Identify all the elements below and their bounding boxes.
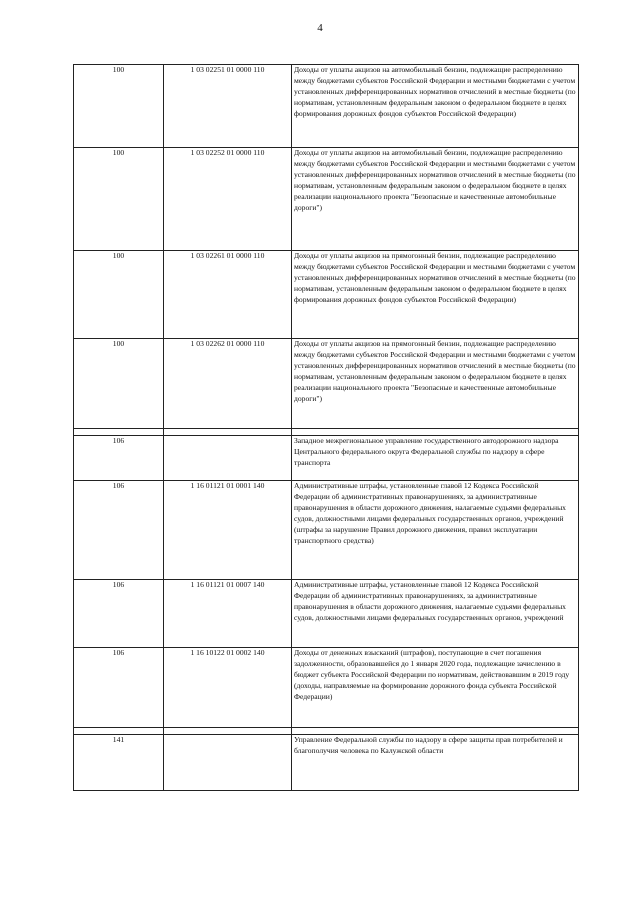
description-cell: Административные штрафы, установленные главой 12 Кодекса Российской Федерации об административных правонарушениях, за административные правонарушения в области дорожного движения, налагаемые судьями федеральных судов, должностными лицами федеральных государственных органов, учреждений [292,580,579,648]
budget-code-cell: 1 03 02262 01 0000 110 [164,339,292,429]
budget-code-cell: 1 16 10122 01 0002 140 [164,648,292,728]
description-cell: Доходы от уплаты акцизов на автомобильный бензин, подлежащие распределению между бюджетами субъектов Российской Федерации и местными бюджетами с учетом установленных дифференцированных нормативов отчислений в местные бюджеты (по нормативам, установленным федеральным законом о федеральном бюджете в целях реализации национального проекта "Безопасные и качественные автомобильные дороги") [292,148,579,251]
description-cell: Доходы от уплаты акцизов на прямогонный бензин, подлежащие распределению между бюджетами субъектов Российской Федерации и местными бюджетами с учетом установленных дифференцированных нормативов отчислений в местные бюджеты (по нормативам, установленным федеральным законом о федеральном бюджете в целях формирования дорожных фондов субъектов Российской Федерации) [292,251,579,339]
admin-code-cell: 100 [74,251,164,339]
revenue-code-table [73,64,579,791]
table-row [74,436,579,481]
empty-cell [164,728,292,735]
admin-code-cell: 100 [74,148,164,251]
admin-code-cell: 106 [74,648,164,728]
description-cell: Доходы от уплаты акцизов на прямогонный бензин, подлежащие распределению между бюджетами субъектов Российской Федерации и местными бюджетами с учетом установленных дифференцированных нормативов отчислений в местные бюджеты (по нормативам, установленным федеральным законом о федеральном бюджете в целях реализации национального проекта "Безопасные и качественные автомобильные дороги") [292,339,579,429]
admin-code-cell: 100 [74,339,164,429]
admin-code-cell: 106 [74,481,164,580]
budget-code-cell [164,735,292,791]
table-row [74,339,579,429]
page-number: 4 [317,22,323,34]
budget-code-cell: 1 03 02252 01 0000 110 [164,148,292,251]
budget-code-cell: 1 16 01121 01 0007 140 [164,580,292,648]
description-cell: Западное межрегиональное управление государственного автодорожного надзора Центрального федерального округа Федеральной службы по надзору в сфере транспорта [292,436,579,481]
empty-cell [292,728,579,735]
empty-cell [164,429,292,436]
empty-cell [74,429,164,436]
budget-code-cell: 1 03 02261 01 0000 110 [164,251,292,339]
empty-cell [292,429,579,436]
description-cell: Управление Федеральной службы по надзору в сфере защиты прав потребителей и благополучия человека по Калужской области [292,735,579,791]
description-cell: Доходы от денежных взысканий (штрафов), поступающие в счет погашения задолженности, образовавшейся до 1 января 2020 года, подлежащие зачислению в бюджет субъекта Российской Федерации по нормативам, действовавшим в 2019 году (доходы, направляемые на формирование дорожного фонда субъекта Российской Федерации) [292,648,579,728]
spacer-row [74,429,579,436]
admin-code-cell: 106 [74,580,164,648]
table-row [74,148,579,251]
table-row [74,251,579,339]
description-cell: Административные штрафы, установленные главой 12 Кодекса Российской Федерации об административных правонарушениях, за административные правонарушения в области дорожного движения, налагаемые судьями федеральных судов, должностными лицами федеральных государственных органов, учреждений (штрафы за нарушение Правил дорожного движения, правил эксплуатации транспортного средства) [292,481,579,580]
admin-code-cell: 100 [74,65,164,148]
empty-cell [74,728,164,735]
table-row [74,65,579,148]
description-cell: Доходы от уплаты акцизов на автомобильный бензин, подлежащие распределению между бюджетами субъектов Российской Федерации и местными бюджетами с учетом установленных дифференцированных нормативов отчислений в местные бюджеты (по нормативам, установленным федеральным законом о федеральном бюджете в целях формирования дорожных фондов субъектов Российской Федерации) [292,65,579,148]
table-row [74,481,579,580]
budget-code-cell: 1 03 02251 01 0000 110 [164,65,292,148]
budget-code-cell: 1 16 01121 01 0001 140 [164,481,292,580]
table-row [74,580,579,648]
spacer-row [74,728,579,735]
admin-code-cell: 141 [74,735,164,791]
table-row [74,735,579,791]
table-row [74,648,579,728]
budget-code-cell [164,436,292,481]
admin-code-cell: 106 [74,436,164,481]
